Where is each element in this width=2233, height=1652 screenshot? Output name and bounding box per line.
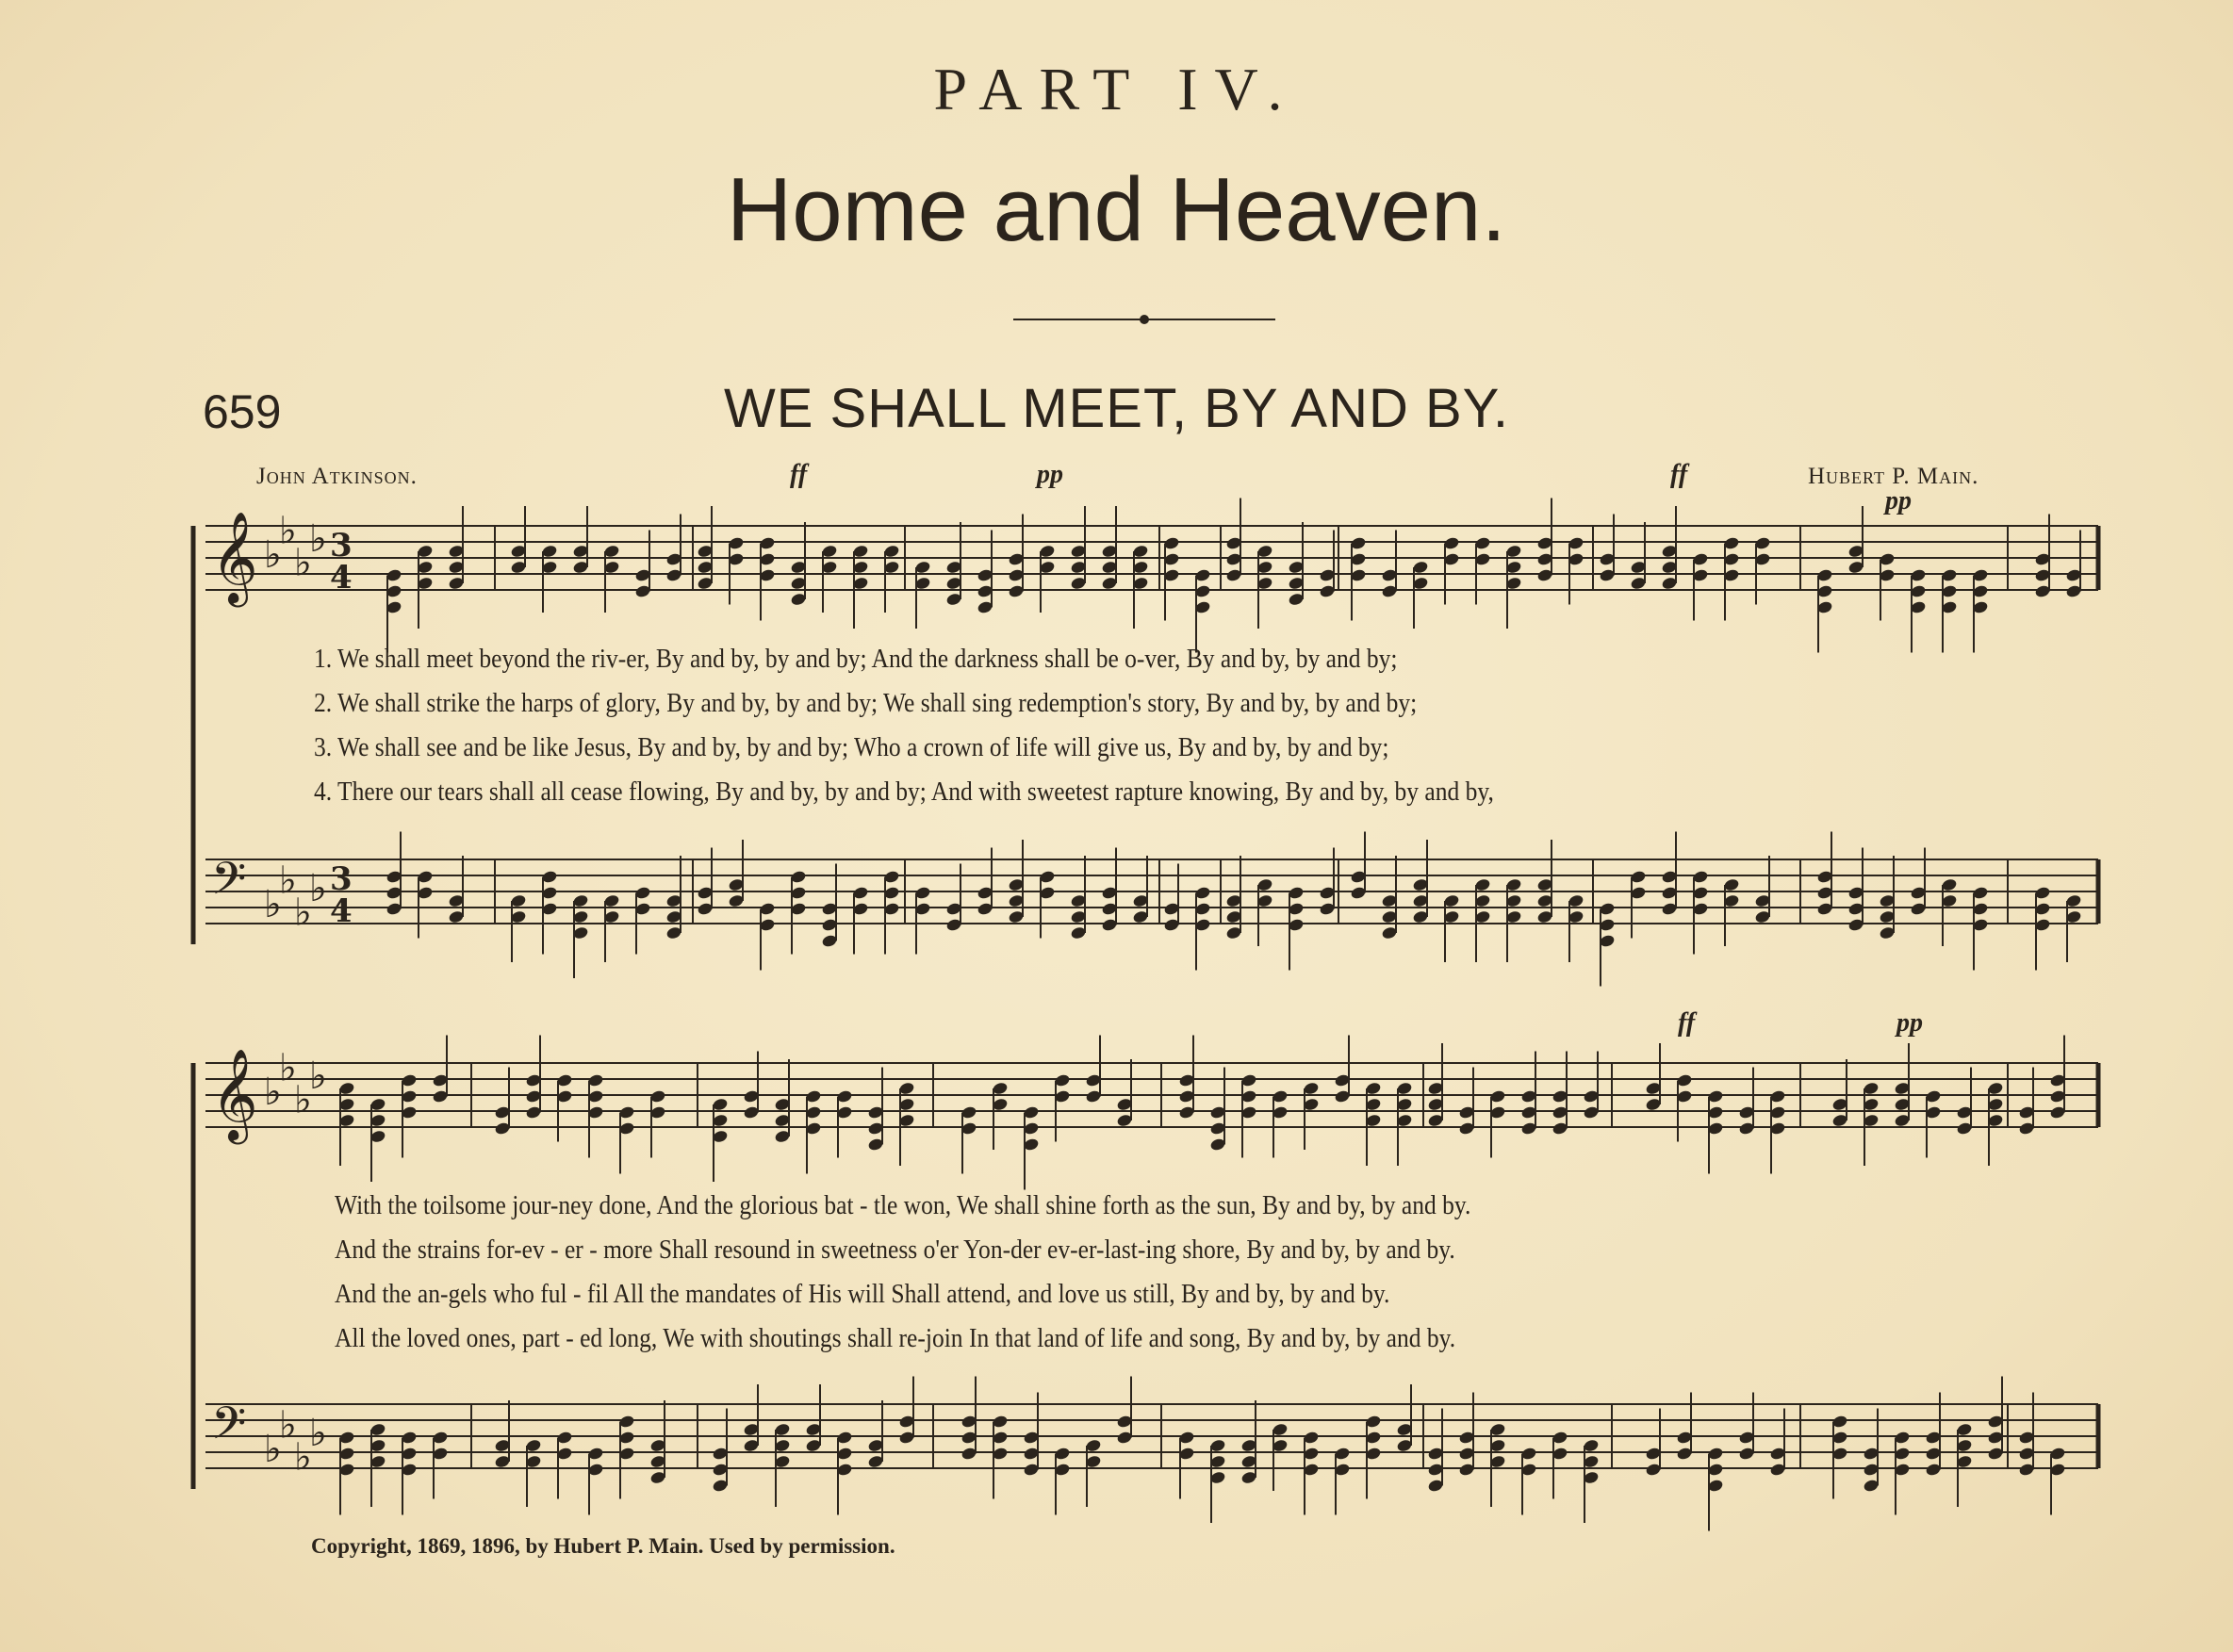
flat-sign: ♭ <box>294 1078 312 1122</box>
verse-line: And the strains for-ev - er - more Shall resound in sweetness o'er Yon-der ev-er-last-ing shore, By and by, by and by. <box>335 1235 1455 1265</box>
time-signature-top: 3 <box>330 527 353 564</box>
treble-clef: 𝄞 <box>211 511 258 603</box>
time-signature-top: 3 <box>330 860 353 898</box>
flat-sign: ♭ <box>279 1403 297 1448</box>
verse-line: And the an-gels who ful - fil All the mandates of His will Shall attend, and love us still, By and by, by and by. <box>335 1279 1390 1309</box>
flat-sign: ♭ <box>294 1435 312 1480</box>
flat-sign: ♭ <box>309 867 327 910</box>
time-signature-bottom: 4 <box>330 559 353 597</box>
verse-line: All the loved ones, part - ed long, We with shoutings shall re-join In that land of life and song, By and by, by and by. <box>335 1323 1456 1353</box>
dynamic-pp: pp <box>1037 460 1063 489</box>
verse-line: 1. We shall meet beyond the riv-er, By and by, by and by; And the darkness shall be o-ver, By and by, by and by; <box>314 644 1398 674</box>
bass-clef: 𝄢 <box>211 1397 247 1461</box>
verse-line: 3. We shall see and be like Jesus, By and by, by and by; Who a crown of life will give us, By and by, by and by; <box>314 732 1389 762</box>
hymn-number: 659 <box>203 385 282 438</box>
flat-sign: ♭ <box>309 1055 327 1098</box>
dynamic-pp: pp <box>1896 1008 1923 1038</box>
verse-line: With the toilsome jour-ney done, And the glorious bat - tle won, We shall shine forth as the sun, By and by, by and by. <box>335 1190 1471 1220</box>
section-title: Home and Heaven. <box>726 159 1507 260</box>
flat-sign: ♭ <box>294 541 312 585</box>
flat-sign: ♭ <box>294 891 312 935</box>
part-heading: PART IV. <box>933 56 1300 123</box>
flat-sign: ♭ <box>279 1046 297 1090</box>
flat-sign: ♭ <box>264 533 282 577</box>
lyricist: John Atkinson. <box>256 464 418 489</box>
flat-sign: ♭ <box>264 1428 282 1471</box>
dynamic-ff: ff <box>1678 1008 1696 1038</box>
dynamic-pp: pp <box>1885 486 1912 515</box>
bass-clef: 𝄢 <box>211 852 247 916</box>
verse-line: 2. We shall strike the harps of glory, By and by, by and by; We shall sing redemption's story, By and by, by and by; <box>314 688 1418 718</box>
flat-sign: ♭ <box>309 517 327 561</box>
flat-sign: ♭ <box>264 1071 282 1114</box>
flat-sign: ♭ <box>309 1412 327 1455</box>
treble-clef: 𝄞 <box>211 1048 258 1140</box>
copyright-notice: Copyright, 1869, 1896, by Hubert P. Main. Used by permission. <box>311 1534 895 1558</box>
flat-sign: ♭ <box>279 509 297 553</box>
flat-sign: ♭ <box>264 883 282 926</box>
flat-sign: ♭ <box>279 859 297 903</box>
dynamic-ff: ff <box>1670 460 1688 489</box>
time-signature-bottom: 4 <box>330 892 353 930</box>
composer: Hubert P. Main. <box>1808 464 1979 489</box>
verse-line: 4. There our tears shall all cease flowing, By and by, by and by; And with sweetest rapture knowing, By and by, by and by, <box>314 777 1494 807</box>
hymn-title: WE SHALL MEET, BY AND BY. <box>723 378 1509 439</box>
dynamic-ff: ff <box>790 460 808 489</box>
